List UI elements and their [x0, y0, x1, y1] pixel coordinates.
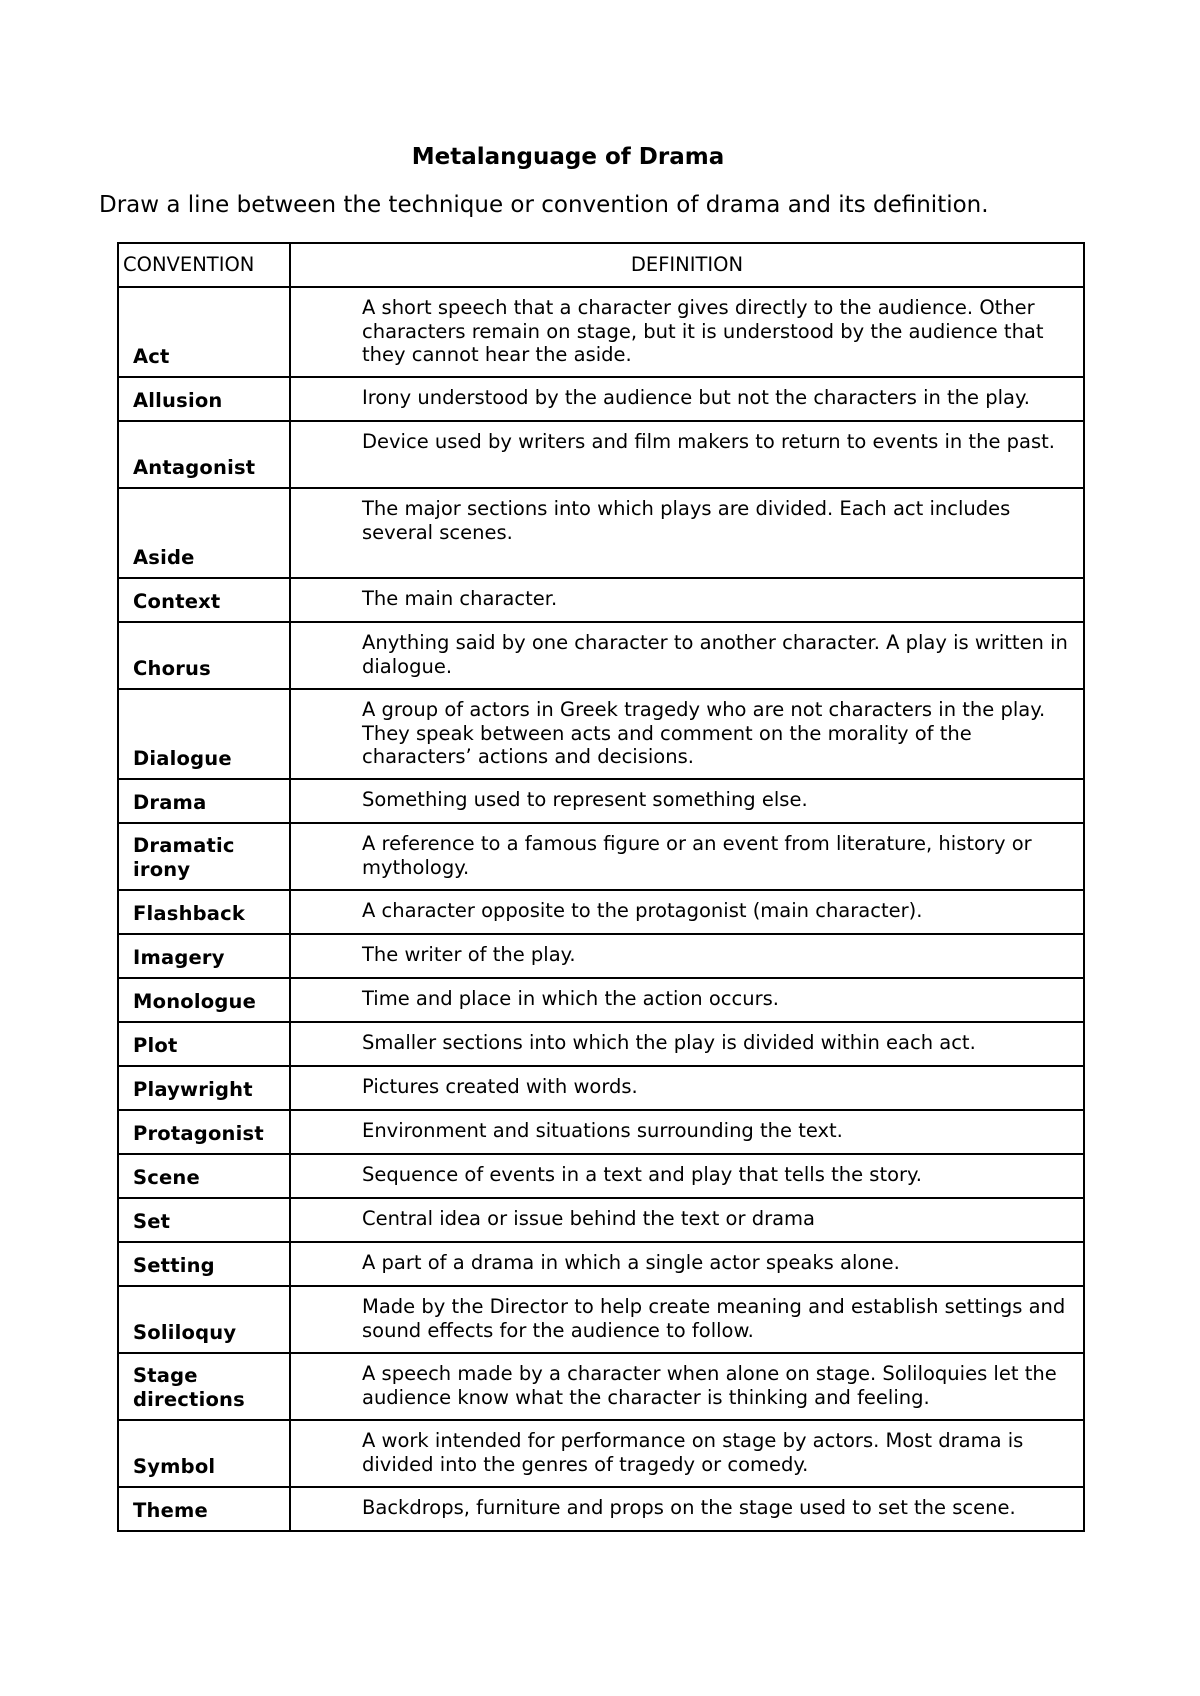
convention-cell: Set [118, 1198, 290, 1242]
table-row [118, 578, 1084, 622]
definition-cell: A reference to a famous figure or an event from literature, history or mythology. [290, 823, 1084, 890]
table-header-row [118, 243, 1084, 287]
instruction-text: Draw a line between the technique or convention of drama and its definition. [99, 192, 989, 218]
table-row [118, 934, 1084, 978]
definition-cell: The main character. [290, 578, 1084, 622]
definition-cell: A part of a drama in which a single actor speaks alone. [290, 1242, 1084, 1286]
definition-cell: Environment and situations surrounding the text. [290, 1110, 1084, 1154]
definition-cell: The major sections into which plays are divided. Each act includes several scenes. [290, 488, 1084, 578]
definition-cell: Anything said by one character to another character. A play is written in dialogue. [290, 622, 1084, 689]
definition-cell: A short speech that a character gives directly to the audience. Other characters remain on stage, but it is understood by the audience that they cannot hear the aside. [290, 287, 1084, 377]
table-row [118, 1487, 1084, 1531]
table-row [118, 890, 1084, 934]
convention-definition-table [117, 242, 1085, 1532]
convention-cell: Stage directions [118, 1353, 290, 1420]
convention-cell: Monologue [118, 978, 290, 1022]
table-row [118, 689, 1084, 779]
table-row [118, 421, 1084, 488]
table-row [118, 779, 1084, 823]
convention-cell: Plot [118, 1022, 290, 1066]
definition-cell: Time and place in which the action occurs. [290, 978, 1084, 1022]
convention-cell: Scene [118, 1154, 290, 1198]
convention-cell: Theme [118, 1487, 290, 1531]
convention-cell: Flashback [118, 890, 290, 934]
definition-cell: A work intended for performance on stage by actors. Most drama is divided into the genres of tragedy or comedy. [290, 1420, 1084, 1487]
convention-cell: Imagery [118, 934, 290, 978]
table-row [118, 1242, 1084, 1286]
convention-cell: Playwright [118, 1066, 290, 1110]
table-row [118, 1353, 1084, 1420]
convention-cell: Soliloquy [118, 1286, 290, 1353]
convention-column-header: CONVENTION [118, 243, 290, 287]
convention-cell: Context [118, 578, 290, 622]
convention-cell: Allusion [118, 377, 290, 421]
table-row [118, 1286, 1084, 1353]
table-row [118, 823, 1084, 890]
definition-cell: A group of actors in Greek tragedy who are not characters in the play. They speak between acts and comment on the morality of the characters’ actions and decisions. [290, 689, 1084, 779]
table-row [118, 1110, 1084, 1154]
definition-column-header: DEFINITION [290, 243, 1084, 287]
table-row [118, 1066, 1084, 1110]
table-row [118, 1420, 1084, 1487]
definition-cell: Pictures created with words. [290, 1066, 1084, 1110]
definition-cell: Made by the Director to help create meaning and establish settings and sound effects for the audience to follow. [290, 1286, 1084, 1353]
convention-cell: Act [118, 287, 290, 377]
convention-cell: Aside [118, 488, 290, 578]
definition-cell: Backdrops, furniture and props on the stage used to set the scene. [290, 1487, 1084, 1531]
convention-cell: Chorus [118, 622, 290, 689]
table-row [118, 1022, 1084, 1066]
table-row [118, 1198, 1084, 1242]
definition-cell: Smaller sections into which the play is divided within each act. [290, 1022, 1084, 1066]
table-row [118, 978, 1084, 1022]
definition-cell: Central idea or issue behind the text or drama [290, 1198, 1084, 1242]
definition-cell: Sequence of events in a text and play that tells the story. [290, 1154, 1084, 1198]
definition-cell: Device used by writers and film makers to return to events in the past. [290, 421, 1084, 488]
convention-cell: Setting [118, 1242, 290, 1286]
convention-cell: Antagonist [118, 421, 290, 488]
definition-cell: A character opposite to the protagonist (main character). [290, 890, 1084, 934]
table-row [118, 488, 1084, 578]
table-row [118, 377, 1084, 421]
convention-cell: Dramatic irony [118, 823, 290, 890]
convention-cell: Protagonist [118, 1110, 290, 1154]
table-row [118, 287, 1084, 377]
table-row [118, 1154, 1084, 1198]
convention-cell: Dialogue [118, 689, 290, 779]
convention-cell: Symbol [118, 1420, 290, 1487]
definition-cell: Something used to represent something else. [290, 779, 1084, 823]
definition-cell: The writer of the play. [290, 934, 1084, 978]
definition-cell: A speech made by a character when alone on stage. Soliloquies let the audience know what the character is thinking and feeling. [290, 1353, 1084, 1420]
table-row [118, 622, 1084, 689]
convention-cell: Drama [118, 779, 290, 823]
page-title: Metalanguage of Drama [411, 144, 725, 170]
definition-cell: Irony understood by the audience but not the characters in the play. [290, 377, 1084, 421]
